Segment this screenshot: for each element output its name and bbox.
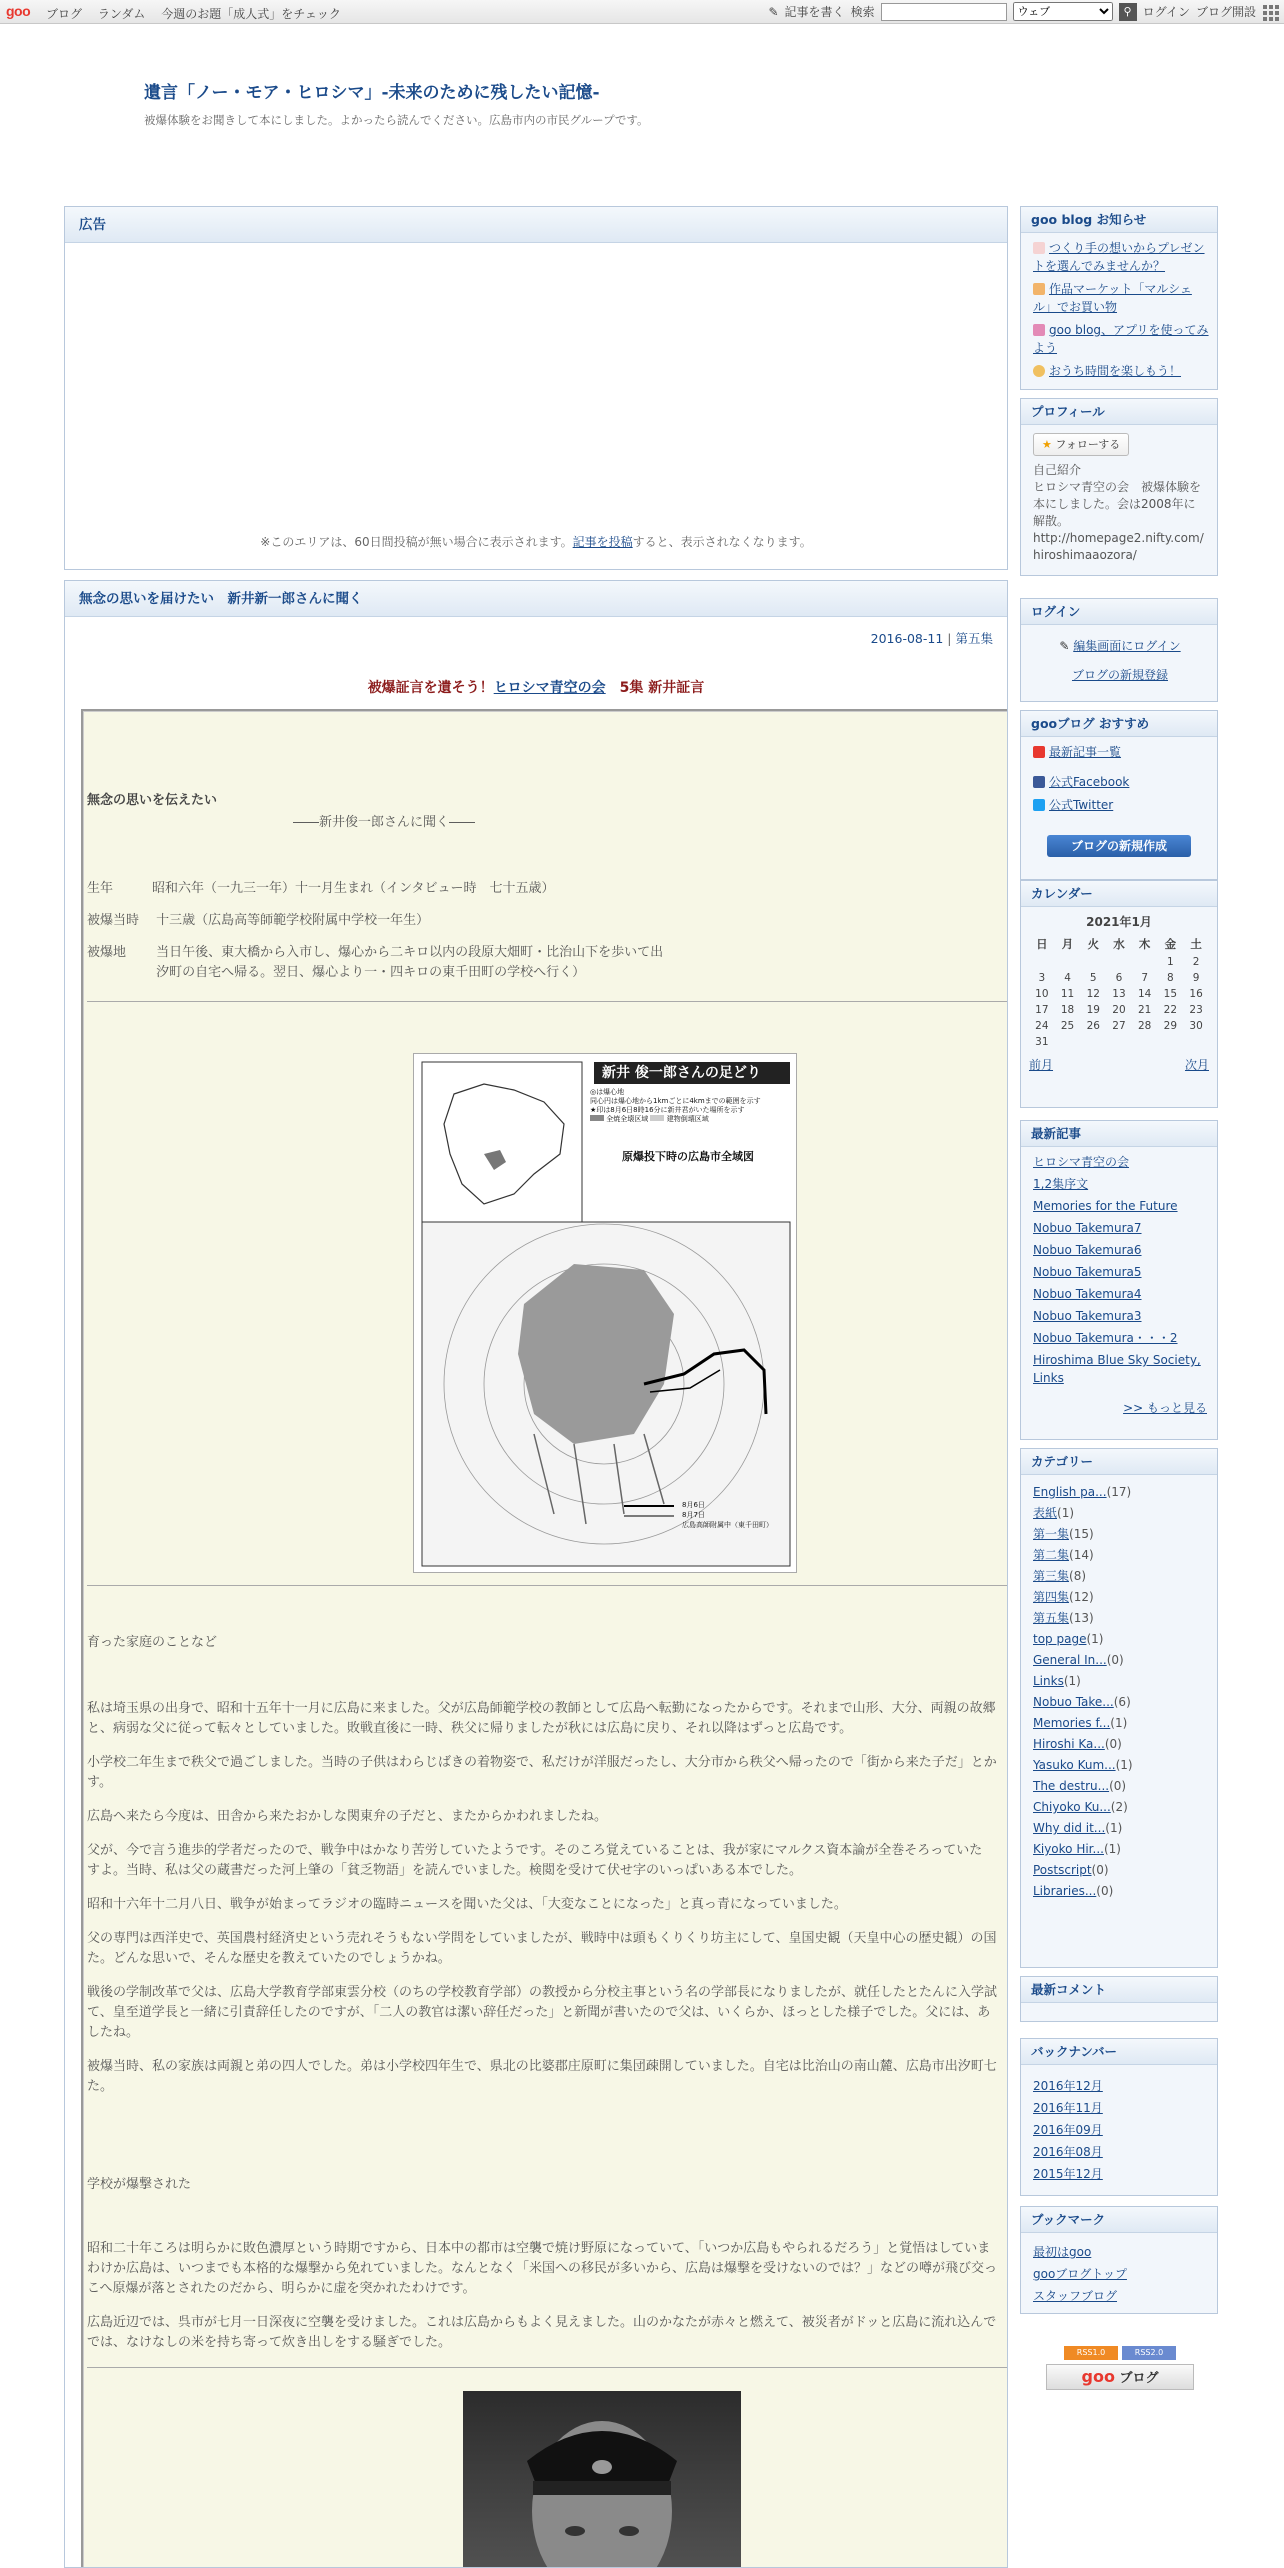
edit-login-row[interactable] bbox=[1033, 637, 1207, 654]
category-item[interactable] bbox=[1033, 1651, 1209, 1669]
calendar-day bbox=[1158, 1034, 1184, 1050]
recent-heading: 最新記事 bbox=[1021, 1121, 1217, 1147]
route-day2: 8月7日 bbox=[682, 1511, 705, 1519]
post-panel bbox=[64, 580, 1008, 2568]
category-count: (15) bbox=[1069, 1527, 1094, 1541]
paragraph-line: た。 bbox=[87, 2079, 114, 2094]
recent-link[interactable]: Hiroshima Blue Sky Society, Links bbox=[1033, 1353, 1201, 1385]
recent-item[interactable] bbox=[1033, 1263, 1209, 1281]
category-link[interactable]: Links bbox=[1033, 1674, 1064, 1688]
category-link[interactable]: 第三集 bbox=[1033, 1569, 1070, 1583]
register-link[interactable]: ブログの新規登録 bbox=[1071, 668, 1168, 682]
recent-link[interactable]: Memories for the Future bbox=[1033, 1199, 1178, 1213]
paragraph-line: す。 bbox=[87, 1775, 112, 1790]
recent-item[interactable] bbox=[1033, 1351, 1209, 1387]
paragraph-line: 広島近辺では、呉市が七月一日深夜に空襲を受けました。これは広島からもよく見えました。山のかなたが赤々と燃えて、被災者がドッと広島に流れ込んで bbox=[87, 2315, 997, 2330]
recent-item[interactable] bbox=[1033, 1241, 1209, 1259]
ad-heading: 広告 bbox=[65, 207, 1007, 243]
category-link[interactable]: top page bbox=[1033, 1632, 1087, 1646]
calendar-day: 10 bbox=[1035, 988, 1049, 1000]
backnumber-item[interactable] bbox=[1033, 2121, 1209, 2139]
calendar-day: 25 bbox=[1060, 1020, 1075, 1032]
top-bar-right bbox=[768, 2, 1278, 21]
category-item[interactable] bbox=[1033, 1735, 1209, 1753]
news-heading: goo blog お知らせ bbox=[1021, 207, 1217, 233]
category-item[interactable] bbox=[1033, 1819, 1209, 1837]
category-item[interactable] bbox=[1033, 1777, 1209, 1795]
search-scope-select[interactable] bbox=[1013, 2, 1113, 21]
sidebar-bookmark bbox=[1020, 2206, 1218, 2314]
goo-blog-logo[interactable] bbox=[1046, 2364, 1194, 2390]
map-subtitle: 原爆投下時の広島市全域図 bbox=[622, 1150, 754, 1163]
calendar-day: 31 bbox=[1035, 1036, 1049, 1048]
top-nav bbox=[46, 5, 353, 22]
paragraph-line: 広島へ来たら今度は、田舎から来たおかしな関東弁の子だと、またからかわれましたね。 bbox=[87, 1809, 608, 1824]
recent-item[interactable] bbox=[1033, 1197, 1209, 1215]
calendar-day bbox=[1106, 1034, 1132, 1050]
category-link[interactable]: Kiyoko Hir... bbox=[1033, 1842, 1104, 1856]
backnumber-item[interactable] bbox=[1033, 2165, 1209, 2183]
gift-icon bbox=[1033, 242, 1045, 254]
category-count: (6) bbox=[1113, 1695, 1131, 1709]
calendar-day: 6 bbox=[1115, 972, 1123, 984]
backnumber-list bbox=[1021, 2065, 1217, 2195]
note-icon bbox=[1033, 324, 1045, 336]
calendar-day: 7 bbox=[1141, 972, 1148, 984]
calendar-day: 14 bbox=[1137, 988, 1152, 1000]
category-link[interactable]: Chiyoko Ku... bbox=[1033, 1800, 1111, 1814]
category-item[interactable] bbox=[1033, 1483, 1209, 1501]
calendar-day bbox=[1080, 1034, 1106, 1050]
post-article-link[interactable]: 記事を投稿 bbox=[572, 535, 633, 549]
post-title[interactable]: 無念の思いを届けたい 新井新一郎さんに聞く bbox=[65, 581, 1007, 617]
aozora-link[interactable]: ヒロシマ青空の会 bbox=[493, 680, 606, 696]
category-link[interactable]: Why did it... bbox=[1033, 1821, 1106, 1835]
calendar-day: 27 bbox=[1112, 1020, 1126, 1032]
birth-line: 生年 昭和六年（一九三一年）十一月生まれ（インタビュー時 七十五歳） bbox=[87, 881, 555, 896]
legend-line bbox=[590, 1115, 790, 1124]
post-date: 2016-08-11 bbox=[870, 631, 944, 646]
calendar-day: 11 bbox=[1060, 988, 1075, 1000]
backnumber-item[interactable] bbox=[1033, 2143, 1209, 2161]
comments-heading: 最新コメント bbox=[1021, 1977, 1217, 2003]
category-count: (1) bbox=[1057, 1506, 1075, 1520]
legend-line: 同心円は爆心地から1kmごとに4kmまでの範囲を示す bbox=[590, 1097, 761, 1105]
sidebar-login bbox=[1020, 598, 1218, 702]
testimony-frame bbox=[81, 709, 1008, 2568]
categories-heading: カテゴリー bbox=[1021, 1449, 1217, 1475]
category-item[interactable] bbox=[1033, 1756, 1209, 1774]
category-count: (0) bbox=[1091, 1863, 1109, 1877]
ad-note bbox=[65, 533, 1007, 550]
category-item[interactable] bbox=[1033, 1630, 1209, 1648]
recent-item[interactable] bbox=[1033, 1307, 1209, 1325]
news-link[interactable]: おうち時間を楽しもう！ bbox=[1049, 364, 1182, 378]
calendar-day: 2 bbox=[1192, 956, 1200, 968]
recommend-item[interactable] bbox=[1033, 743, 1209, 761]
category-count: (1) bbox=[1105, 1821, 1123, 1835]
category-count: (2) bbox=[1110, 1800, 1128, 1814]
recent-link[interactable]: Nobuo Takemura5 bbox=[1033, 1265, 1142, 1279]
latest-articles-link[interactable]: 最新記事一覧 bbox=[1049, 745, 1122, 759]
subhead-text-after: 5集 新井証言 bbox=[605, 680, 705, 696]
recent-link[interactable]: Nobuo Takemura7 bbox=[1033, 1221, 1142, 1235]
recommend-item[interactable] bbox=[1033, 773, 1209, 791]
backnumber-link[interactable]: 2016年09月 bbox=[1033, 2123, 1103, 2137]
bookmark-item[interactable] bbox=[1033, 2243, 1209, 2261]
blog-description: 被爆体験をお聞きして本にしました。よかったら読んでください。広島市内の市民グループです。 bbox=[144, 113, 649, 127]
nav-weekly-topic[interactable]: 今週のお題「成人式」をチェック bbox=[161, 7, 341, 21]
ad-panel bbox=[64, 206, 1008, 570]
calendar-day: 15 bbox=[1163, 988, 1178, 1000]
portrait-photo bbox=[463, 2391, 741, 2568]
new-icon bbox=[1033, 746, 1045, 758]
next-month-link[interactable]: 次月 bbox=[1184, 1058, 1209, 1072]
follow-label: フォローする bbox=[1055, 438, 1121, 451]
calendar-day: 18 bbox=[1060, 1004, 1075, 1016]
route-school: 広島高師附属中（東千田町） bbox=[682, 1521, 773, 1529]
paragraph-line: 昭和二十年ころは明らかに敗色濃厚という時期ですから、日本中の都市は空襲で焼け野原になっていて、「いつか広島もやられるだろう」と覚悟はしていま bbox=[87, 2241, 991, 2256]
category-item[interactable] bbox=[1033, 1798, 1209, 1816]
calendar-day: 3 bbox=[1038, 972, 1046, 984]
calendar-day: 29 bbox=[1163, 1020, 1178, 1032]
blog-logo-text: ブログ bbox=[1119, 2371, 1159, 2386]
calendar-day: 22 bbox=[1163, 1004, 1178, 1016]
weekday: 木 bbox=[1138, 937, 1151, 951]
category-item[interactable] bbox=[1033, 1525, 1209, 1543]
news-item[interactable] bbox=[1033, 362, 1209, 380]
bookmark-list bbox=[1021, 2233, 1217, 2317]
divider bbox=[87, 1001, 1008, 1002]
login-heading: ログイン bbox=[1021, 599, 1217, 625]
pen-icon: ✎ bbox=[1059, 639, 1070, 653]
category-count: (14) bbox=[1069, 1548, 1094, 1562]
backnumber-heading: バックナンバー bbox=[1021, 2039, 1217, 2065]
sidebar-categories bbox=[1020, 1448, 1218, 1968]
category-item[interactable] bbox=[1033, 1672, 1209, 1690]
category-count: (1) bbox=[1086, 1632, 1104, 1646]
facebook-icon bbox=[1033, 776, 1045, 788]
map-title: 新井 俊一郎さんの足どり bbox=[594, 1062, 790, 1084]
map-route-legend bbox=[682, 1500, 773, 1530]
route-map-image bbox=[413, 1053, 797, 1573]
profile-label: 自己紹介 bbox=[1033, 463, 1082, 477]
category-item[interactable] bbox=[1033, 1840, 1209, 1858]
paragraph-line: 父の専門は西洋史で、英国農村経済史という売れそうもない学問をしていましたが、戦時中は頭もくりくり坊主にして、皇国史観（天皇中心の歴史観）の国 bbox=[87, 1931, 997, 1946]
testimony-heading: 無念の思いを伝えたい bbox=[87, 793, 218, 808]
weekday: 月 bbox=[1061, 937, 1074, 951]
calendar-day: 21 bbox=[1137, 1004, 1152, 1016]
category-item[interactable] bbox=[1033, 1861, 1209, 1879]
place-line-1: 被爆地 当日午後、東大橋から入市し、爆心から二キロ以内の段原大畑町・比治山下を歩いて出 bbox=[87, 945, 664, 960]
open-blog-link[interactable]: ブログ開設 bbox=[1195, 5, 1256, 19]
category-item[interactable] bbox=[1033, 1882, 1209, 1900]
bookmark-item[interactable] bbox=[1033, 2265, 1209, 2283]
calendar-day bbox=[1029, 954, 1055, 970]
family-heading: 育った家庭のことなど bbox=[87, 1635, 218, 1650]
profile-heading: プロフィール bbox=[1021, 399, 1217, 425]
backnumber-item[interactable] bbox=[1033, 2077, 1209, 2095]
bookmark-heading: ブックマーク bbox=[1021, 2207, 1217, 2233]
post-meta bbox=[871, 629, 993, 647]
map-drawing bbox=[414, 1054, 798, 1574]
pen-icon: ✎ bbox=[768, 4, 779, 19]
category-link[interactable]: 第二集 bbox=[1033, 1548, 1070, 1562]
calendar-day bbox=[1055, 1034, 1081, 1050]
paragraph-line: こへ原爆が落とされたのだから、明らかに虚を突かれたわけです。 bbox=[87, 2281, 476, 2296]
category-count: (8) bbox=[1069, 1569, 1087, 1583]
category-link[interactable]: The destru... bbox=[1033, 1779, 1110, 1793]
sidebar-recommend bbox=[1020, 710, 1218, 880]
category-link[interactable]: Libraries... bbox=[1033, 1884, 1097, 1898]
category-link[interactable]: Yasuko Kum... bbox=[1033, 1758, 1116, 1772]
calendar-day bbox=[1080, 954, 1106, 970]
category-count: (1) bbox=[1103, 1842, 1121, 1856]
category-link[interactable]: 表紙 bbox=[1033, 1506, 1058, 1520]
paragraph-line: 戦後の学制改革で父は、広島大学教育学部東雲分校（のちの学校教育学部）の教授から分校主事という名の学部長になりましたが、就任したとたんに入学試 bbox=[87, 1985, 998, 2000]
recent-link[interactable]: ヒロシマ青空の会 bbox=[1033, 1155, 1130, 1169]
recommend-item[interactable] bbox=[1033, 796, 1209, 814]
recent-item[interactable] bbox=[1033, 1175, 1209, 1193]
legend-collapsed: 建物倒壊区域 bbox=[666, 1115, 709, 1123]
category-item[interactable] bbox=[1033, 1588, 1209, 1606]
category-list bbox=[1021, 1475, 1217, 1911]
category-item[interactable] bbox=[1033, 1546, 1209, 1564]
calendar-heading: カレンダー bbox=[1021, 881, 1217, 907]
bookmark-link[interactable]: 最初はgoo bbox=[1033, 2245, 1092, 2259]
category-count: (1) bbox=[1115, 1758, 1133, 1772]
apps-grid-icon[interactable] bbox=[1262, 4, 1278, 20]
recent-item[interactable] bbox=[1033, 1219, 1209, 1237]
top-bar bbox=[0, 0, 1284, 24]
write-article-link[interactable]: 記事を書く bbox=[784, 5, 845, 19]
recent-item[interactable] bbox=[1033, 1285, 1209, 1303]
paragraph-line: 私は埼玉県の出身で、昭和十五年十一月に広島に来ました。父が広島師範学校の教師として広島へ転勤になったからです。それまで山形、大分、両親の故郷 bbox=[87, 1701, 996, 1716]
weekday: 金 bbox=[1164, 937, 1177, 951]
category-count: (0) bbox=[1106, 1653, 1124, 1667]
sidebar-recent bbox=[1020, 1120, 1218, 1440]
category-link[interactable]: Nobuo Take... bbox=[1033, 1695, 1114, 1709]
prev-month-link[interactable]: 前月 bbox=[1029, 1058, 1054, 1072]
edit-login-link[interactable]: 編集画面にログイン bbox=[1073, 639, 1181, 653]
category-item[interactable] bbox=[1033, 1567, 1209, 1585]
category-link[interactable]: General In... bbox=[1033, 1653, 1107, 1667]
calendar-day: 28 bbox=[1137, 1020, 1152, 1032]
calendar-day: 20 bbox=[1112, 1004, 1126, 1016]
category-count: (12) bbox=[1069, 1590, 1094, 1604]
weekday: 土 bbox=[1190, 937, 1202, 951]
recent-link[interactable]: 1,2集序文 bbox=[1033, 1177, 1089, 1191]
weekday: 火 bbox=[1087, 937, 1099, 951]
follow-button[interactable] bbox=[1033, 433, 1129, 456]
category-item[interactable] bbox=[1033, 1693, 1209, 1711]
category-link[interactable]: Postscript bbox=[1033, 1863, 1092, 1877]
calendar-day: 24 bbox=[1035, 1020, 1049, 1032]
search-input[interactable] bbox=[881, 3, 1007, 21]
category-count: (0) bbox=[1104, 1737, 1122, 1751]
category-item[interactable] bbox=[1033, 1609, 1209, 1627]
search-icon[interactable]: ⚲ bbox=[1119, 3, 1137, 21]
post-subhead bbox=[65, 677, 1007, 697]
twitter-link[interactable]: 公式Twitter bbox=[1049, 798, 1114, 812]
backnumber-link[interactable]: 2016年12月 bbox=[1033, 2079, 1103, 2093]
map-legend bbox=[590, 1088, 790, 1124]
twitter-icon bbox=[1033, 799, 1045, 811]
calendar-day: 26 bbox=[1086, 1020, 1100, 1032]
post-category[interactable]: 第五集 bbox=[955, 631, 993, 646]
calendar-day: 17 bbox=[1035, 1004, 1049, 1016]
sidebar-calendar bbox=[1020, 880, 1218, 1108]
paragraph-line: 小学校二年生まで秩父で過ごしました。当時の子供はわらじばきの着物姿で、私だけが洋服だったし、大分市から秩父へ帰ったので「街から来た子だ」とか bbox=[87, 1755, 997, 1770]
nav-blog[interactable]: ブログ bbox=[46, 7, 83, 21]
category-item[interactable] bbox=[1033, 1504, 1209, 1522]
rss1-badge[interactable]: RSS1.0 bbox=[1064, 2346, 1118, 2360]
login-link[interactable]: ログイン bbox=[1142, 5, 1190, 19]
sidebar-profile bbox=[1020, 398, 1218, 576]
calendar-day bbox=[1132, 1034, 1158, 1050]
category-link[interactable]: 第四集 bbox=[1033, 1590, 1070, 1604]
category-count: (0) bbox=[1096, 1884, 1114, 1898]
profile-text: ヒロシマ青空の会 被爆体験を本にしました。会は2008年に解散。 bbox=[1033, 480, 1202, 528]
blog-title[interactable]: 遺言「ノー・モア・ヒロシマ」-未来のために残したい記憶- bbox=[144, 83, 600, 103]
paragraph-line: したね。 bbox=[87, 2025, 140, 2040]
recent-link[interactable]: Nobuo Takemura3 bbox=[1033, 1309, 1142, 1323]
category-link[interactable]: Hiroshi Ka... bbox=[1033, 1737, 1105, 1751]
portrait-drawing bbox=[463, 2391, 741, 2568]
paragraph-line: と、病弱な父に従って転々としていました。敗戦直後に一時、秩父に帰りましたが秋には広島に戻り、それ以降はずっと広島です。 bbox=[87, 1721, 853, 1736]
calendar-table bbox=[1029, 934, 1209, 1050]
recent-list bbox=[1021, 1147, 1217, 1399]
goo-logo-text: goo bbox=[1081, 2367, 1115, 2386]
calendar-days bbox=[1029, 954, 1209, 1050]
news-link[interactable]: goo blog、アプリを使ってみよう bbox=[1033, 323, 1209, 355]
backnumber-link[interactable]: 2016年11月 bbox=[1033, 2101, 1103, 2115]
weekday: 水 bbox=[1113, 937, 1125, 951]
divider bbox=[87, 2367, 1008, 2368]
news-link[interactable]: つくり手の想いからプレゼントを選んでみませんか？ bbox=[1033, 241, 1205, 273]
calendar-day: 8 bbox=[1167, 972, 1174, 984]
sidebar-footer bbox=[1040, 2346, 1200, 2390]
age-line: 被爆当時 十三歳（広島高等師範学校附属中学校一年生） bbox=[87, 913, 430, 928]
category-link[interactable]: Memories f... bbox=[1033, 1716, 1111, 1730]
calendar-day bbox=[1106, 954, 1132, 970]
route-day1: 8月6日 bbox=[682, 1501, 705, 1509]
bookmark-item[interactable] bbox=[1033, 2287, 1209, 2305]
recent-link[interactable]: Nobuo Takemura6 bbox=[1033, 1243, 1142, 1257]
legend-line: ◎は爆心地 bbox=[590, 1088, 625, 1096]
category-count: (17) bbox=[1106, 1485, 1132, 1499]
paragraph-line: わけか広島は、いつまでも本格的な爆撃から免れていました。なんとなく「米国への移民が多いから、広島は爆撃を受けないのでは？」などの噂が飛び交っ bbox=[87, 2261, 998, 2276]
market-icon bbox=[1033, 283, 1045, 295]
category-count: (13) bbox=[1069, 1611, 1094, 1625]
category-link[interactable]: 第五集 bbox=[1033, 1611, 1070, 1625]
subhead-text: 被爆証言を遺そう！ bbox=[367, 680, 494, 696]
profile-url: http://homepage2.nifty.com/hiroshimaaozora/ bbox=[1033, 531, 1204, 562]
calendar-day: 16 bbox=[1189, 988, 1203, 1000]
calendar-day bbox=[1132, 954, 1158, 970]
backnumber-link[interactable]: 2016年08月 bbox=[1033, 2145, 1103, 2159]
sidebar-backnumber bbox=[1020, 2038, 1218, 2196]
category-count: (0) bbox=[1109, 1779, 1127, 1793]
facebook-link[interactable]: 公式Facebook bbox=[1049, 775, 1130, 789]
calendar-month: 2021年1月 bbox=[1086, 915, 1152, 929]
meta-separator: | bbox=[947, 631, 952, 646]
bookmark-link[interactable]: gooブログトップ bbox=[1033, 2267, 1127, 2281]
school-heading: 学校が爆撃された bbox=[87, 2177, 192, 2192]
paragraph-line: て、皇至道学長と一緒に引責辞任したのですが、「二人の教官は潔い辞任だった」と新聞が書いたので父は、いくらか、ほっとした様子でした。父には、あ bbox=[87, 2005, 991, 2020]
ad-note-text-after: すると、表示されなくなります。 bbox=[632, 535, 812, 549]
category-count: (1) bbox=[1063, 1674, 1081, 1688]
more-link[interactable]: >> もっと見る bbox=[1123, 1401, 1207, 1415]
calendar-day: 1 bbox=[1167, 956, 1174, 968]
calendar-day: 9 bbox=[1192, 972, 1200, 984]
backnumber-link[interactable]: 2015年12月 bbox=[1033, 2167, 1103, 2181]
testimony-byline: ――新井俊一郎さんに聞く―― bbox=[293, 815, 476, 830]
nav-random[interactable]: ランダム bbox=[97, 7, 146, 21]
calendar-day: 5 bbox=[1089, 972, 1097, 984]
recent-item[interactable] bbox=[1033, 1329, 1209, 1347]
recommend-heading: gooブログ おすすめ bbox=[1021, 711, 1217, 737]
recent-link[interactable]: Nobuo Takemura4 bbox=[1033, 1287, 1142, 1301]
recent-link[interactable]: Nobuo Takemura・・・2 bbox=[1033, 1331, 1178, 1345]
recent-item[interactable] bbox=[1033, 1153, 1209, 1171]
news-item[interactable] bbox=[1033, 321, 1209, 357]
paragraph-line: 昭和十六年十二月八日、戦争が始まってラジオの臨時ニュースを聞いた父は、「大変なことになった」と真っ青になっていました。 bbox=[87, 1897, 847, 1912]
legend-burned: 全焼全壊区域 bbox=[606, 1115, 649, 1123]
calendar-day: 12 bbox=[1086, 988, 1100, 1000]
divider bbox=[87, 1585, 1008, 1586]
weekday: 日 bbox=[1036, 937, 1048, 951]
ad-note-text: ※このエリアは、60日間投稿が無い場合に表示されます。 bbox=[260, 535, 573, 549]
calendar-day: 4 bbox=[1064, 972, 1071, 984]
calendar-day: 30 bbox=[1189, 1020, 1203, 1032]
news-item[interactable] bbox=[1033, 280, 1209, 316]
paragraph-line: 父が、今で言う進歩的学者だったので、戦争中はかなり苦労していたようです。そのころ覚えていることは、我が家にマルクス資本論が全巻そろっていた bbox=[87, 1843, 983, 1858]
smile-icon bbox=[1033, 365, 1045, 377]
rss2-badge[interactable]: RSS2.0 bbox=[1122, 2346, 1176, 2360]
calendar-day: 23 bbox=[1189, 1004, 1203, 1016]
category-item[interactable] bbox=[1033, 1714, 1209, 1732]
place-line-2: 汐町の自宅へ帰る。翌日、爆心より一・四キロの東千田町の学校へ行く） bbox=[87, 965, 586, 980]
category-count: (1) bbox=[1110, 1716, 1128, 1730]
calendar-day bbox=[1183, 1034, 1209, 1050]
backnumber-item[interactable] bbox=[1033, 2099, 1209, 2117]
star-icon: ★ bbox=[1042, 438, 1052, 451]
news-item[interactable] bbox=[1033, 239, 1209, 275]
legend-line: ★印は8月6日8時16分に新井君がいた場所を示す bbox=[590, 1106, 745, 1114]
paragraph-line: すよ。当時、私は父の蔵書だった河上肇の「貧乏物語」を読んでいました。検閲を受けて伏せ字のいっぱいある本でした。 bbox=[87, 1863, 803, 1878]
search-label: 検索 bbox=[850, 5, 875, 19]
news-link[interactable]: 作品マーケット「マルシェル」でお買い物 bbox=[1033, 282, 1192, 314]
paragraph-line: では、なけなしの米を持ち寄って炊き出しをする騒ぎでした。 bbox=[87, 2335, 452, 2350]
bookmark-link[interactable]: スタッフブログ bbox=[1033, 2289, 1118, 2303]
calendar-day bbox=[1055, 954, 1081, 970]
create-blog-button[interactable]: ブログの新規作成 bbox=[1047, 835, 1191, 857]
paragraph-line: た。どんな思いで、そんな歴史を教えていたのでしょうかね。 bbox=[87, 1951, 451, 1966]
calendar-day: 19 bbox=[1086, 1004, 1100, 1016]
category-link[interactable]: English pa... bbox=[1033, 1485, 1107, 1499]
calendar-day: 13 bbox=[1112, 988, 1126, 1000]
goo-logo[interactable]: goo bbox=[6, 3, 31, 19]
sidebar-comments bbox=[1020, 1976, 1218, 2022]
paragraph-line: 被爆当時、私の家族は両親と弟の四人でした。弟は小学校四年生で、県北の比婆郡庄原町に集団疎開していました。自宅は比治山の南山麓、広島市出汐町七 bbox=[87, 2059, 997, 2074]
category-link[interactable]: 第一集 bbox=[1033, 1527, 1070, 1541]
sidebar-news bbox=[1020, 206, 1218, 390]
